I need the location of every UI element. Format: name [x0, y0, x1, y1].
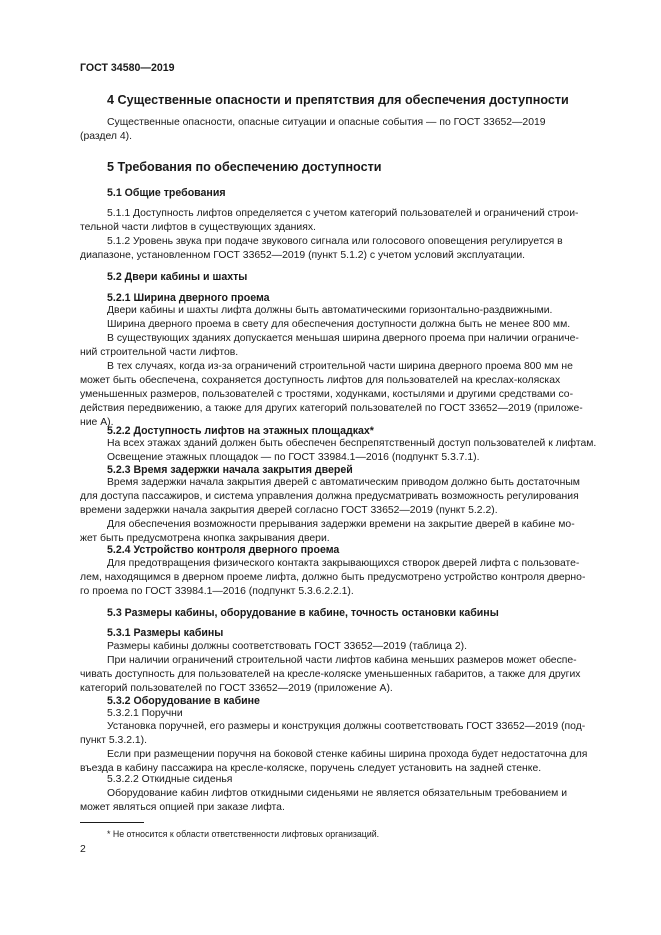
paragraph-line: диапазоне, установленном ГОСТ 33652—2019 (пункт 5.1.2) с учетом условий эксплуатации.	[80, 250, 526, 261]
paragraph-line: Размеры кабины должны соответствовать ГОСТ 33652—2019 (таблица 2).	[107, 641, 467, 652]
paragraph-line: При наличии ограничений строительной части лифтов кабина меньших размеров может обеспе-	[107, 655, 577, 666]
paragraph-line: тельной части лифтов в существующих зданиях.	[80, 222, 316, 233]
paragraph-line: Для обеспечения возможности прерывания задержки времени на закрытие дверей в кабине мо-	[107, 519, 575, 530]
paragraph-line: 5.1.2 Уровень звука при подаче звукового сигнала или голосового оповещения регулируется в	[107, 236, 563, 247]
paragraph-line: может быть обеспечена, сохраняется доступность лифтов для пользователей на креслах-колясках	[80, 375, 561, 386]
paragraph-line: Оборудование кабин лифтов откидными сиденьями не является обязательным требованием и	[107, 788, 568, 799]
paragraph-line: го проема по ГОСТ 33984.1—2016 (подпункт 5.3.6.2.2.1).	[80, 586, 354, 597]
paragraph-line: уменьшенных размеров, пользователей с тростями, ходунками, костылями и другими средствами со-	[80, 389, 574, 400]
paragraph-line: Для предотвращения физического контакта закрывающихся створок дверей лифта с пользовате-	[107, 558, 580, 569]
paragraph-line: пункт 5.3.2.1).	[80, 735, 147, 746]
clause-5-2-4-title: 5.2.4 Устройство контроля дверного проема	[107, 544, 340, 556]
paragraph-line: жет быть предусмотрена кнопка закрывания двери.	[80, 533, 330, 544]
paragraph-line: времени задержки начала закрытия дверей согласно ГОСТ 33652—2019 (пункт 5.2.2).	[80, 505, 498, 516]
paragraph-line: В тех случаях, когда из-за ограничений строительной части ширина дверного проема 800 мм не	[107, 361, 573, 372]
document-header: ГОСТ 34580—2019	[80, 62, 175, 74]
paragraph-line: для доступа пассажиров, и система управления должна предусматривать возможность регулирования	[80, 491, 579, 502]
paragraph-line: лем, находящимся в дверном проеме лифта, должно быть предусмотрено устройство контроля дверно-	[80, 572, 586, 583]
paragraph-line: чивать доступность для пользователей на кресле-коляске уменьшенных габаритов, а также для других	[80, 669, 581, 680]
paragraph-line: ний строительной части лифтов.	[80, 347, 239, 358]
paragraph-line: (раздел 4).	[80, 131, 133, 142]
paragraph-line: Установка поручней, его размеры и конструкция должны соответствовать ГОСТ 33652—2019 (под-	[107, 721, 586, 732]
clause-5-3-2-1-title: 5.3.2.1 Поручни	[107, 708, 183, 719]
paragraph-line: Время задержки начала закрытия дверей с автоматическим приводом должно быть достаточным	[107, 477, 580, 488]
footnote-divider	[80, 822, 144, 823]
page-number: 2	[80, 844, 86, 855]
paragraph-line: действия передвижению, а также для других категорий пользователей по ГОСТ 33652—2019 (приложе-	[80, 403, 583, 414]
paragraph-line: Ширина дверного проема в свету для обеспечения доступности должна быть не менее 800 мм.	[107, 319, 571, 330]
paragraph-line: Освещение этажных площадок — по ГОСТ 33984.1—2016 (подпункт 5.3.7.1).	[107, 452, 480, 463]
paragraph-line: категорий пользователей по ГОСТ 33652—2019 (приложение А).	[80, 683, 393, 694]
section-5-title: 5 Требования по обеспечению доступности	[107, 160, 382, 174]
subsection-5-3-title: 5.3 Размеры кабины, оборудование в кабине, точность остановки кабины	[107, 607, 499, 619]
clause-5-2-1-title: 5.2.1 Ширина дверного проема	[107, 292, 270, 304]
paragraph-line: Если при размещении поручня на боковой стенке кабины ширина прохода будет недостаточна для	[107, 749, 588, 760]
paragraph-line: Существенные опасности, опасные ситуации и опасные события — по ГОСТ 33652—2019	[107, 117, 546, 128]
paragraph-line: В существующих зданиях допускается меньшая ширина дверного проема при наличии ограниче-	[107, 333, 579, 344]
paragraph-line: въезда в кабину пассажира на кресле-коляске, поручень следует установить на задней стенке.	[80, 763, 542, 774]
clause-5-3-2-title: 5.3.2 Оборудование в кабине	[107, 695, 260, 707]
subsection-5-1-title: 5.1 Общие требования	[107, 187, 226, 199]
paragraph-line: может являться опцией при заказе лифта.	[80, 802, 285, 813]
clause-5-2-2-title: 5.2.2 Доступность лифтов на этажных площадках*	[107, 425, 374, 437]
section-4-title: 4 Существенные опасности и препятствия для обеспечения доступности	[107, 93, 569, 107]
paragraph-line: Двери кабины и шахты лифта должны быть автоматическими горизонтально-раздвижными.	[107, 305, 553, 316]
paragraph-line: ние А).	[80, 417, 114, 428]
clause-5-3-2-2-title: 5.3.2.2 Откидные сиденья	[107, 774, 233, 785]
subsection-5-2-title: 5.2 Двери кабины и шахты	[107, 271, 248, 283]
paragraph-line: 5.1.1 Доступность лифтов определяется с учетом категорий пользователей и ограничений строи-	[107, 208, 579, 219]
footnote: * Не относится к области ответственности лифтовых организаций.	[107, 829, 380, 839]
clause-5-3-1-title: 5.3.1 Размеры кабины	[107, 627, 224, 639]
paragraph-line: На всех этажах зданий должен быть обеспечен беспрепятственный доступ пользователей к лифтам.	[107, 438, 597, 449]
clause-5-2-3-title: 5.2.3 Время задержки начала закрытия дверей	[107, 464, 353, 476]
